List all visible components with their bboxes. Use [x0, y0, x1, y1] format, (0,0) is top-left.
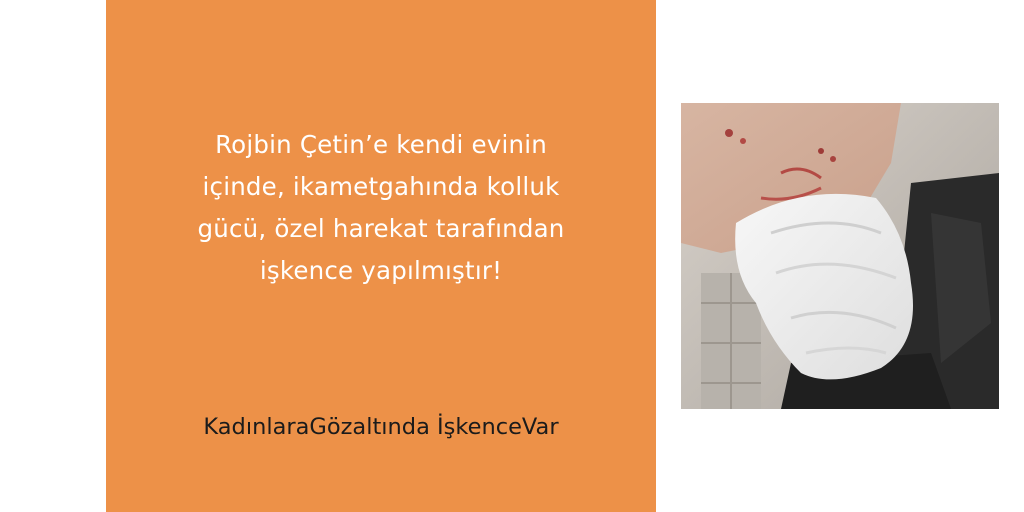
headline-line-2: içinde, ikametgahında kolluk	[202, 172, 560, 201]
injured-leg-photo-illustration	[681, 103, 999, 409]
hashtag-text: KadınlaraGözaltında İşkenceVar	[203, 414, 559, 440]
injured-leg-photo	[681, 103, 999, 409]
headline-line-3: gücü, özel harekat tarafından	[197, 214, 565, 243]
headline-line-4: işkence yapılmıştır!	[259, 256, 503, 285]
headline-line-1: Rojbin Çetin’e kendi evinin	[215, 130, 547, 159]
headline-text	[106, 124, 656, 292]
orange-text-panel	[106, 0, 656, 512]
